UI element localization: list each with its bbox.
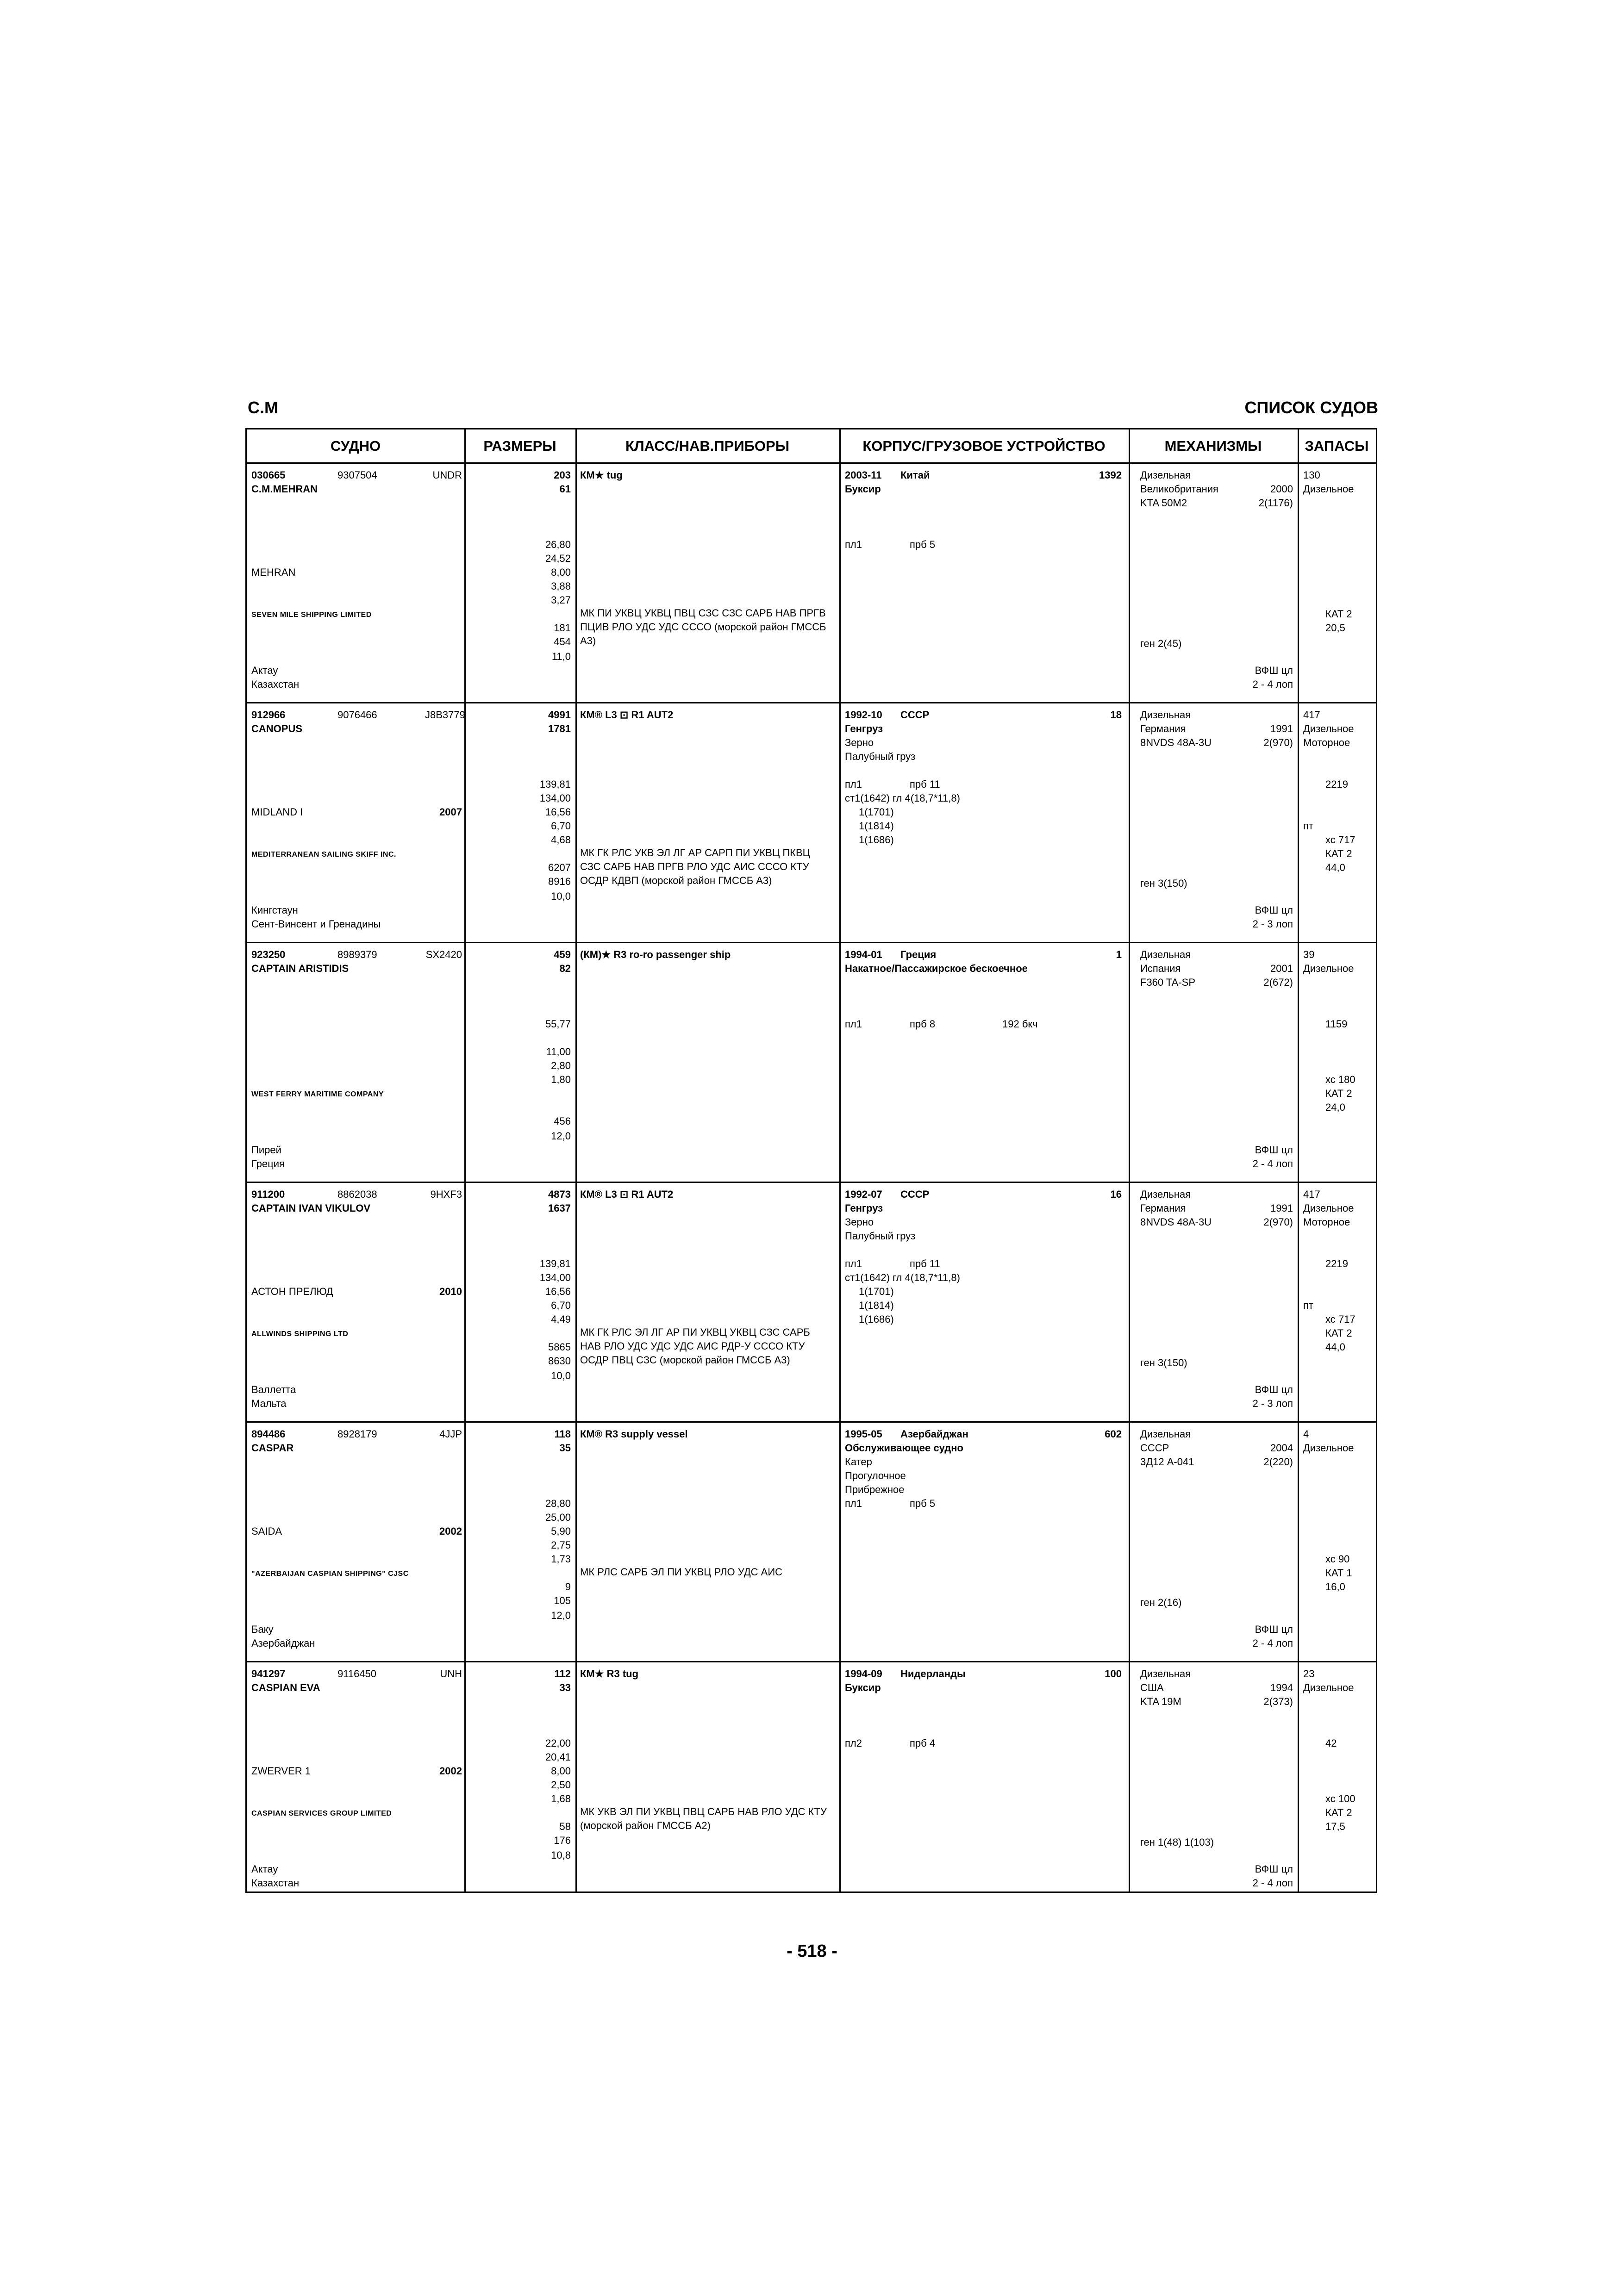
gross-tonnage: 112 [554,1668,571,1680]
vessel-type: Обслуживающее судно [845,1442,963,1454]
builder-country: Азербайджан [900,1428,968,1440]
hull-bulkheads: прб 8 [910,1018,936,1030]
vessel-type: Генгруз [845,1202,883,1214]
engine-year: 2001 [1270,963,1293,974]
flag-country: Мальта [251,1398,287,1409]
hull-decks: пл1 [845,778,862,790]
engine-year: 2004 [1270,1442,1293,1454]
hull-number: 100 [1105,1668,1122,1680]
reg-number: 894486 [251,1428,286,1440]
stores-pt: пт [1303,1300,1313,1311]
breadth: 11,00 [546,1046,571,1058]
stores-value: 44,0 [1325,862,1345,873]
build-date: 1994-09 [845,1668,882,1680]
page-title: СПИСОК СУДОВ [1244,398,1378,417]
former-name-year: 2002 [439,1765,462,1777]
hold-line-1: ст1(1642) гл 4(18,7*11,8) [845,1272,960,1283]
hold-line-4: 1(1686) [859,834,894,846]
generators: ген 3(150) [1140,877,1187,889]
hull-bulkheads: прб 4 [910,1737,936,1749]
vessel-type: Буксир [845,1682,881,1693]
vessel-name: CASPIAN EVA [251,1682,320,1693]
former-name: SAIDA [251,1525,282,1537]
hull-decks: пл2 [845,1737,862,1749]
breadth: 8,00 [551,1765,571,1777]
engine-type: Дизельная [1140,1668,1191,1680]
hold-line-3: 1(1814) [859,1300,894,1311]
engine-power: 2(970) [1263,737,1293,748]
stores-hs: хс 100 [1325,1793,1355,1804]
call-sign: UNH [440,1668,462,1680]
cargo-line-2: Прогулочное [845,1470,906,1481]
fuel-amount: 130 [1303,469,1320,481]
breadth: 8,00 [551,566,571,578]
page-number: - 518 - [787,1941,837,1961]
speed: 10,0 [551,890,571,902]
length-pp: 134,00 [539,1272,571,1283]
capacity-2: 105 [554,1595,571,1606]
propeller-type: ВФШ цл [1255,1144,1293,1156]
hull-number: 1392 [1099,469,1122,481]
hull-bulkheads: прб 11 [910,1258,940,1269]
hull-number: 18 [1110,709,1122,721]
capacity-1: 6207 [548,862,571,873]
length-overall: 139,81 [539,778,571,790]
builder-country: Нидерланды [900,1668,966,1680]
draught: 1,68 [551,1793,571,1804]
class-notation: КМ® R3 supply vessel [580,1428,688,1440]
engine-country: США [1140,1682,1164,1693]
call-sign: J8B3779 [425,709,465,721]
engine-country: Великобритания [1140,483,1218,495]
build-date: 1995-05 [845,1428,882,1440]
draught: 1,80 [551,1074,571,1085]
call-sign: SX2420 [425,949,462,960]
owner-name: SEVEN MILE SHIPPING LIMITED [251,611,372,619]
engine-country: СССР [1140,1442,1169,1454]
hull-extra: 192 бкч [1002,1018,1038,1030]
length-overall: 22,00 [545,1737,571,1749]
vessel-name: С.М.MEHRAN [251,483,318,495]
speed: 12,0 [551,1610,571,1621]
breadth: 5,90 [551,1525,571,1537]
hull-decks: пл1 [845,1018,862,1030]
hull-bulkheads: прб 5 [910,539,936,550]
hold-line-3: 1(1814) [859,820,894,832]
hold-line-4: 1(1686) [859,1313,894,1325]
section-code: С.М [248,398,278,417]
fuel-amount: 417 [1303,1188,1320,1200]
nav-equipment: МК ПИ УКВЦ УКВЦ ПВЦ СЗС СЗС САРБ НАВ ПРГВ ПЦИВ РЛО УДС УДС СССО (морской район ГМССБ А3) [580,607,826,647]
reg-number: 923250 [251,949,286,960]
length-overall: 26,80 [545,539,571,550]
vessel-name: CAPTAIN ARISTIDIS [251,963,349,974]
reg-number: 030665 [251,469,286,481]
home-port: Актау [251,1863,278,1875]
class-notation: КМ® L3 ⊡ R1 AUT2 [580,1188,674,1200]
speed: 11,0 [551,651,571,662]
engine-model: 3Д12 А-041 [1140,1456,1194,1468]
length-pp: 20,41 [545,1751,571,1763]
length-overall: 55,77 [545,1018,571,1030]
engine-power: 2(970) [1263,1216,1293,1228]
imo-number: 9116450 [337,1668,377,1680]
breadth: 16,56 [545,806,571,818]
stores-kat: КАТ 1 [1325,1567,1352,1579]
vessel-type: Накатное/Пассажирское бескоечное [845,963,1028,974]
engine-model: 8NVDS 48A-3U [1140,1216,1212,1228]
fuel-type-1: Дизельное [1303,723,1354,734]
cargo-line-3: Прибрежное [845,1484,905,1495]
flag-country: Греция [251,1158,285,1170]
former-name: MIDLAND I [251,806,303,818]
builder-country: СССР [900,709,930,721]
call-sign: 4JJP [439,1428,462,1440]
imo-number: 8928179 [337,1428,377,1440]
stores-hs: хс 90 [1325,1553,1350,1565]
capacity-2: 456 [554,1115,571,1127]
gross-tonnage: 459 [554,949,571,960]
stores-pt: пт [1303,820,1313,832]
stores-hs: хс 717 [1325,1313,1355,1325]
engine-year: 1991 [1270,1202,1293,1214]
depth: 2,75 [551,1539,571,1551]
gross-tonnage: 118 [554,1428,571,1440]
draught: 3,27 [551,594,571,606]
ship-entry [247,1183,1376,1423]
fuel-type-1: Дизельное [1303,1202,1354,1214]
engine-type: Дизельная [1140,709,1191,721]
stores-value: 24,0 [1325,1101,1345,1113]
former-name-year: 2002 [439,1525,462,1537]
hold-line-2: 1(1701) [859,1286,894,1297]
engine-year: 1991 [1270,723,1293,734]
generators: ген 1(48) 1(103) [1140,1836,1214,1848]
engine-power: 2(220) [1263,1456,1293,1468]
cargo-line-1: Зерно [845,1216,874,1228]
capacity-1: 5865 [548,1341,571,1353]
nav-equipment: МК ГК РЛС УКВ ЭЛ ЛГ АР САРП ПИ УКВЦ ПКВЦ СЗС САРБ НАВ ПРГВ РЛО УДС АИС СССО КТУ ОСДР КДВП (морской район ГМССБ А3) [580,847,810,886]
engine-type: Дизельная [1140,1188,1191,1200]
flag-country: Казахстан [251,678,300,690]
owner-name: MEDITERRANEAN SAILING SKIFF INC. [251,851,396,859]
hull-decks: пл1 [845,1258,862,1269]
engine-power: 2(672) [1263,977,1293,988]
vessel-name: CANOPUS [251,723,303,734]
capacity-2: 8630 [548,1355,571,1367]
engine-power: 2(1176) [1258,497,1293,509]
reg-number: 912966 [251,709,286,721]
owner-name: ALLWINDS SHIPPING LTD [251,1330,349,1338]
generators: ген 2(16) [1140,1597,1182,1608]
depth: 3,88 [551,580,571,592]
fuel-type-1: Дизельное [1303,483,1354,495]
length-pp: 134,00 [539,792,571,804]
depth: 6,70 [551,1300,571,1311]
engine-country: Испания [1140,963,1181,974]
home-port: Актау [251,665,278,676]
cargo-line-1: Зерно [845,737,874,748]
column-header-row [247,429,1376,464]
nav-equipment: МК УКВ ЭЛ ПИ УКВЦ ПВЦ САРБ НАВ РЛО УДС КТУ (морской район ГМССБ А2) [580,1806,827,1831]
flag-country: Азербайджан [251,1637,315,1649]
stores-extra: 42 [1325,1737,1337,1749]
fuel-type-1: Дизельное [1303,963,1354,974]
vessel-type: Генгруз [845,723,883,734]
net-tonnage: 1781 [548,723,571,734]
call-sign: 9HXF3 [430,1188,462,1200]
stores-extra: 2219 [1325,778,1348,790]
fuel-amount: 4 [1303,1428,1309,1440]
col-header-stores: ЗАПАСЫ [1305,438,1369,454]
propeller-blades: 2 - 3 лоп [1252,918,1293,930]
nav-equipment: МК РЛС САРБ ЭЛ ПИ УКВЦ РЛО УДС АИС [580,1566,783,1578]
builder-country: СССР [900,1188,930,1200]
call-sign: UNDR [432,469,462,481]
class-notation: (КМ)★ R3 ro-ro passenger ship [580,949,731,960]
hull-bulkheads: прб 11 [910,778,940,790]
engine-power: 2(373) [1263,1696,1293,1707]
ship-register-table [245,428,1377,1893]
cargo-line-2: Палубный груз [845,751,916,762]
owner-name: CASPIAN SERVICES GROUP LIMITED [251,1810,392,1817]
capacity-1: 9 [565,1581,571,1593]
build-date: 2003-11 [845,469,882,481]
hold-line-1: ст1(1642) гл 4(18,7*11,8) [845,792,960,804]
length-overall: 139,81 [539,1258,571,1269]
builder-country: Греция [900,949,937,960]
stores-value: 17,5 [1325,1821,1345,1832]
draught: 4,68 [551,834,571,846]
former-name: АСТОН ПРЕЛЮД [251,1286,333,1297]
home-port: Пирей [251,1144,281,1156]
class-notation: КМ® L3 ⊡ R1 AUT2 [580,709,674,721]
generators: ген 3(150) [1140,1357,1187,1369]
engine-country: Германия [1140,723,1186,734]
former-name: ZWERVER 1 [251,1765,311,1777]
class-notation: КМ★ tug [580,469,623,481]
draught: 1,73 [551,1553,571,1565]
hull-number: 602 [1105,1428,1122,1440]
fuel-type-1: Дизельное [1303,1682,1354,1693]
reg-number: 911200 [251,1188,285,1200]
imo-number: 8989379 [337,949,377,960]
col-header-dimensions: РАЗМЕРЫ [483,438,556,454]
fuel-amount: 417 [1303,709,1320,721]
engine-year: 1994 [1270,1682,1293,1693]
propeller-type: ВФШ цл [1255,1384,1293,1395]
stores-extra: 2219 [1325,1258,1348,1269]
hold-line-2: 1(1701) [859,806,894,818]
stores-hs: хс 180 [1325,1074,1355,1085]
breadth: 16,56 [545,1286,571,1297]
propeller-blades: 2 - 4 лоп [1252,1158,1293,1170]
former-name-year: 2010 [439,1286,462,1297]
flag-country: Казахстан [251,1877,300,1889]
stores-kat: КАТ 2 [1325,1088,1352,1099]
propeller-blades: 2 - 3 лоп [1252,1398,1293,1409]
fuel-type-2: Моторное [1303,737,1350,748]
stores-value: 44,0 [1325,1341,1345,1353]
propeller-type: ВФШ цл [1255,1624,1293,1635]
hull-number: 1 [1116,949,1122,960]
draught: 4,49 [551,1313,571,1325]
imo-number: 8862038 [337,1188,377,1200]
engine-type: Дизельная [1140,949,1191,960]
cargo-line-1: Катер [845,1456,872,1468]
stores-extra: 1159 [1325,1018,1348,1030]
ship-entry [247,1423,1376,1662]
col-header-machinery: МЕХАНИЗМЫ [1164,438,1262,454]
ship-entry [247,943,1376,1183]
capacity-2: 176 [554,1835,571,1846]
depth: 2,50 [551,1779,571,1791]
cargo-line-2: Палубный груз [845,1230,916,1242]
fuel-amount: 39 [1303,949,1315,960]
gross-tonnage: 203 [554,469,571,481]
net-tonnage: 61 [559,483,571,495]
net-tonnage: 1637 [548,1202,571,1214]
hull-decks: пл1 [845,1498,862,1509]
fuel-amount: 23 [1303,1668,1315,1680]
home-port: Валлетта [251,1384,296,1395]
vessel-type: Буксир [845,483,881,495]
stores-value: 16,0 [1325,1581,1345,1593]
engine-model: KTA 50M2 [1140,497,1187,509]
engine-model: KTA 19M [1140,1696,1181,1707]
engine-model: F360 TA-SP [1140,977,1196,988]
propeller-type: ВФШ цл [1255,665,1293,676]
reg-number: 941297 [251,1668,286,1680]
home-port: Баку [251,1624,274,1635]
stores-kat: КАТ 2 [1325,608,1352,620]
propeller-type: ВФШ цл [1255,904,1293,916]
ship-entry [247,1662,1376,1902]
net-tonnage: 35 [559,1442,571,1454]
imo-number: 9307504 [337,469,377,481]
vessel-name: CASPAR [251,1442,294,1454]
stores-kat: КАТ 2 [1325,1327,1352,1339]
ship-entry [247,464,1376,703]
speed: 10,0 [551,1370,571,1381]
stores-kat: КАТ 2 [1325,1807,1352,1818]
ship-entry [247,703,1376,943]
propeller-blades: 2 - 4 лоп [1252,678,1293,690]
engine-year: 2000 [1270,483,1293,495]
propeller-type: ВФШ цл [1255,1863,1293,1875]
build-date: 1994-01 [845,949,882,960]
nav-equipment: МК ГК РЛС ЭЛ ЛГ АР ПИ УКВЦ УКВЦ СЗС САРБ НАВ РЛО УДС УДС УДС АИС РДР-У СССО КТУ ОСДР ПВЦ СЗС (морской район ГМССБ А3) [580,1326,810,1366]
length-pp: 25,00 [545,1512,571,1523]
former-name: MEHRAN [251,566,296,578]
engine-type: Дизельная [1140,469,1191,481]
generators: ген 2(45) [1140,638,1182,649]
depth: 2,80 [551,1060,571,1071]
gross-tonnage: 4991 [548,709,571,721]
speed: 10,8 [551,1849,571,1861]
flag-country: Сент-Винсент и Гренадины [251,918,381,930]
vessel-name: CAPTAIN IVAN VIKULOV [251,1202,371,1214]
length-overall: 28,80 [545,1498,571,1509]
fuel-type-2: Моторное [1303,1216,1350,1228]
net-tonnage: 33 [559,1682,571,1693]
fuel-type-1: Дизельное [1303,1442,1354,1454]
capacity-1: 58 [559,1821,571,1832]
builder-country: Китай [900,469,930,481]
capacity-1: 181 [554,622,571,634]
hull-number: 16 [1110,1188,1122,1200]
build-date: 1992-07 [845,1188,882,1200]
propeller-blades: 2 - 4 лоп [1252,1637,1293,1649]
depth: 6,70 [551,820,571,832]
home-port: Кингстаун [251,904,298,916]
hull-bulkheads: прб 5 [910,1498,936,1509]
hull-decks: пл1 [845,539,862,550]
propeller-blades: 2 - 4 лоп [1252,1877,1293,1889]
capacity-2: 454 [554,636,571,647]
stores-value: 20,5 [1325,622,1345,634]
owner-name: "AZERBAIJAN CASPIAN SHIPPING" CJSC [251,1570,409,1578]
engine-country: Германия [1140,1202,1186,1214]
stores-hs: хс 717 [1325,834,1355,846]
capacity-2: 8916 [548,876,571,887]
col-header-class: КЛАСС/НАВ.ПРИБОРЫ [625,438,790,454]
length-pp: 24,52 [545,553,571,564]
net-tonnage: 82 [559,963,571,974]
former-name-year: 2007 [439,806,462,818]
imo-number: 9076466 [337,709,377,721]
speed: 12,0 [551,1130,571,1142]
engine-model: 8NVDS 48A-3U [1140,737,1212,748]
build-date: 1992-10 [845,709,882,721]
owner-name: WEST FERRY MARITIME COMPANY [251,1090,384,1098]
gross-tonnage: 4873 [548,1188,571,1200]
class-notation: КМ★ R3 tug [580,1668,639,1680]
engine-type: Дизельная [1140,1428,1191,1440]
stores-kat: КАТ 2 [1325,848,1352,859]
col-header-vessel: СУДНО [330,438,381,454]
col-header-hull: КОРПУС/ГРУЗОВОЕ УСТРОЙСТВО [862,438,1106,454]
